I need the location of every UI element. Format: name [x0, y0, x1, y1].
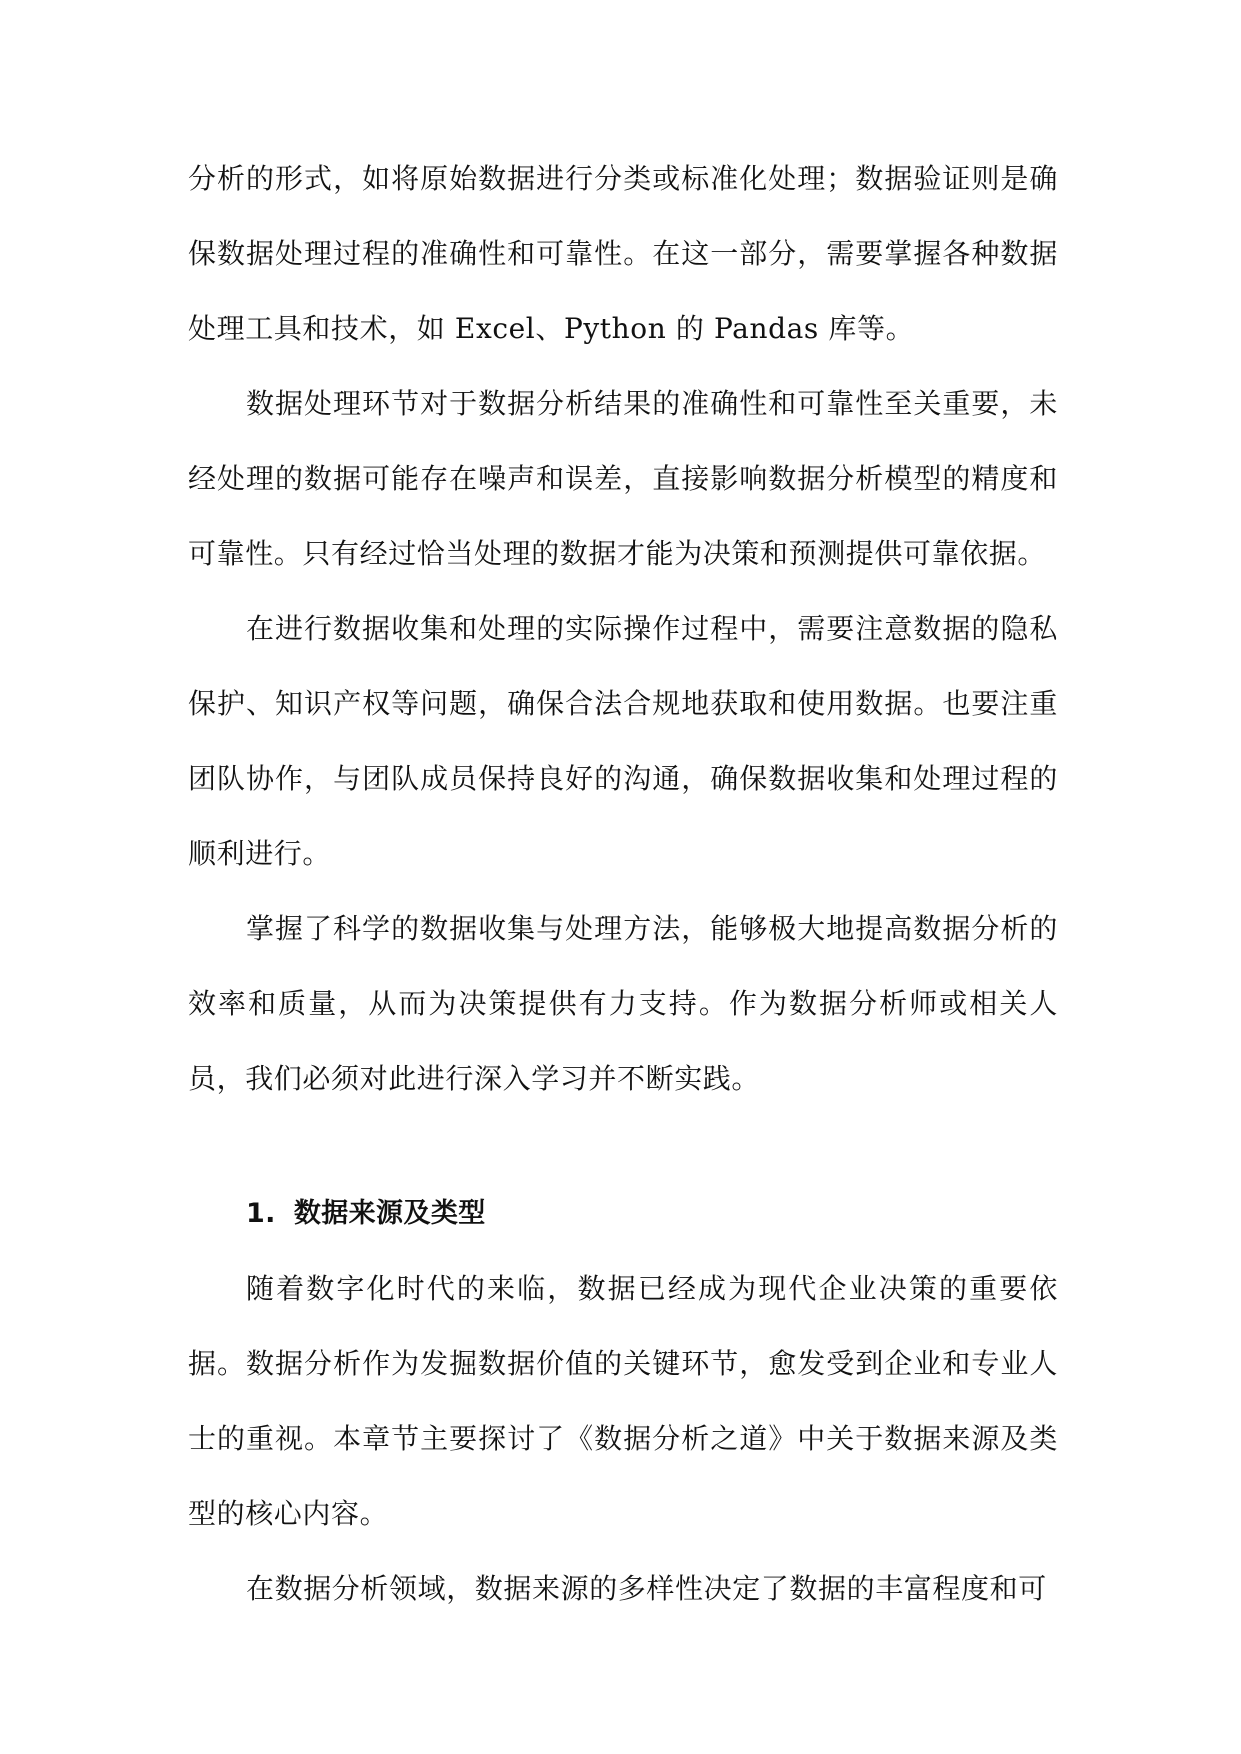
paragraph-privacy-teamwork: 在进行数据收集和处理的实际操作过程中，需要注意数据的隐私保护、知识产权等问题，确保合法合规地获取和使用数据。也要注重团队协作，与团队成员保持良好的沟通，确保数据收集和处理过程的顺利进行。 — [188, 612, 1058, 870]
paragraph-data-processing-importance: 数据处理环节对于数据分析结果的准确性和可靠性至关重要，未经处理的数据可能存在噪声和误差，直接影响数据分析模型的精度和可靠性。只有经过恰当处理的数据才能为决策和预测提供可靠依据。 — [188, 387, 1058, 570]
section-heading — [188, 1176, 1058, 1251]
paragraph-data-sources: 在数据分析领域，数据来源的多样性决定了数据的丰富程度和可 — [246, 1572, 1047, 1605]
section-title: 数据来源及类型 — [293, 1198, 486, 1229]
document-body — [188, 141, 1058, 1626]
section-number: 1. — [246, 1198, 276, 1229]
paragraph-mastery-summary: 掌握了科学的数据收集与处理方法，能够极大地提高数据分析的效率和质量，从而为决策提供有力支持。作为数据分析师或相关人员，我们必须对此进行深入学习并不断实践。 — [188, 912, 1058, 1095]
paragraph-digital-era: 随着数字化时代的来临，数据已经成为现代企业决策的重要依据。数据分析作为发掘数据价值的关键环节，愈发受到企业和专业人士的重视。本章节主要探讨了《数据分析之道》中关于数据来源及类型的核心内容。 — [188, 1272, 1058, 1530]
paragraph-continued: 分析的形式，如将原始数据进行分类或标准化处理；数据验证则是确保数据处理过程的准确性和可靠性。在这一部分，需要掌握各种数据处理工具和技术，如 Excel、Python 的 Pandas 库等。 — [188, 162, 1058, 345]
